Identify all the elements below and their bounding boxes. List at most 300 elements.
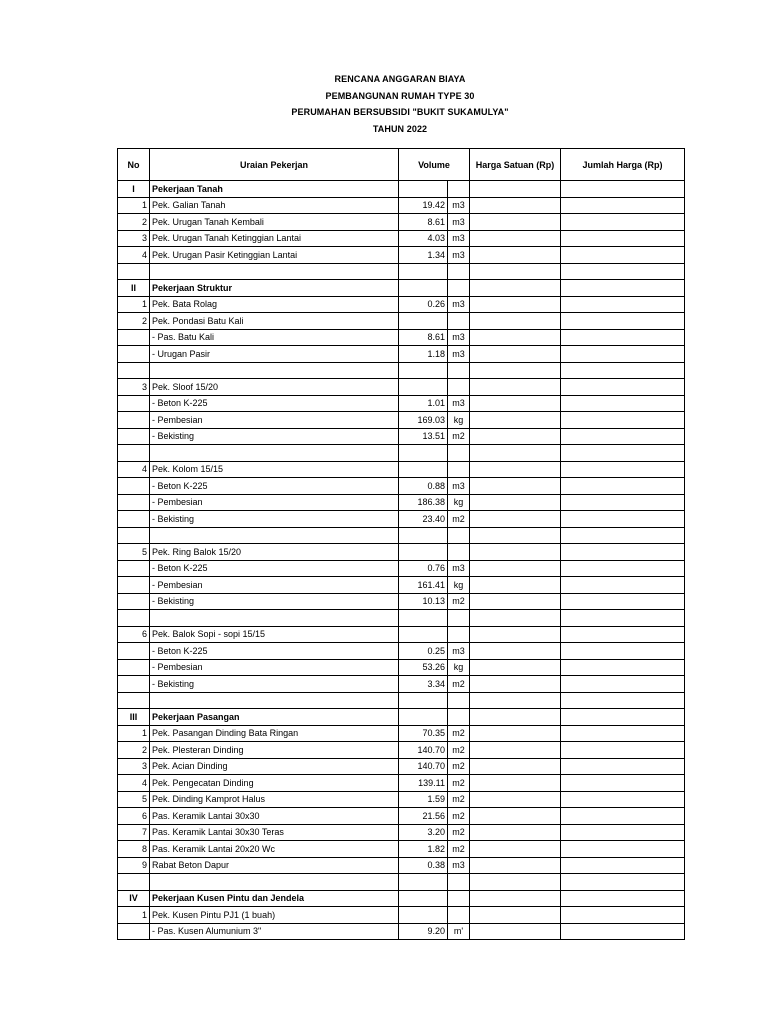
row-unit: m2 <box>448 725 470 742</box>
row-total-price <box>561 296 685 313</box>
row-volume <box>399 874 448 891</box>
row-volume: 0.38 <box>399 857 448 874</box>
row-volume <box>399 379 448 396</box>
row-description: Pek. Kolom 15/15 <box>150 461 399 478</box>
row-description: Pek. Kusen Pintu PJ1 (1 buah) <box>150 907 399 924</box>
table-row <box>118 577 685 594</box>
row-total-price <box>561 923 685 940</box>
row-unit: m3 <box>448 296 470 313</box>
row-volume <box>399 544 448 561</box>
row-number <box>118 478 150 495</box>
table-row <box>118 907 685 924</box>
row-number <box>118 610 150 627</box>
row-total-price <box>561 362 685 379</box>
row-number <box>118 692 150 709</box>
year-line: TAHUN 2022 <box>372 123 428 134</box>
row-total-price <box>561 659 685 676</box>
row-number: 1 <box>118 296 150 313</box>
header-no: No <box>118 149 150 181</box>
row-unit-price <box>470 857 561 874</box>
table-row <box>118 824 685 841</box>
row-total-price <box>561 230 685 247</box>
row-unit-price <box>470 923 561 940</box>
row-unit-price <box>470 824 561 841</box>
row-unit <box>448 379 470 396</box>
row-volume: 139.11 <box>399 775 448 792</box>
row-volume: 140.70 <box>399 758 448 775</box>
row-number: 5 <box>118 544 150 561</box>
row-volume: 3.34 <box>399 676 448 693</box>
table-row <box>118 412 685 429</box>
table-row <box>118 395 685 412</box>
table-row <box>118 461 685 478</box>
row-volume <box>399 313 448 330</box>
row-unit-price <box>470 346 561 363</box>
row-description: - Beton K-225 <box>150 643 399 660</box>
row-total-price <box>561 313 685 330</box>
row-volume: 0.25 <box>399 643 448 660</box>
row-unit <box>448 445 470 462</box>
section-row <box>118 181 685 198</box>
row-total-price <box>561 247 685 264</box>
row-unit-price <box>470 890 561 907</box>
row-number <box>118 676 150 693</box>
row-volume <box>399 626 448 643</box>
row-total-price <box>561 560 685 577</box>
table-row <box>118 511 685 528</box>
row-unit: m2 <box>448 511 470 528</box>
table-row <box>118 593 685 610</box>
table-row <box>118 791 685 808</box>
subtitle-line: PERUMAHAN BERSUBSIDI "BUKIT SUKAMULYA" <box>291 107 509 117</box>
row-description: - Bekisting <box>150 428 399 445</box>
row-volume <box>399 527 448 544</box>
row-total-price <box>561 511 685 528</box>
row-volume: 1.34 <box>399 247 448 264</box>
table-row <box>118 478 685 495</box>
row-total-price <box>561 808 685 825</box>
row-unit: m2 <box>448 808 470 825</box>
row-total-price <box>561 379 685 396</box>
row-total-price <box>561 692 685 709</box>
row-volume: 23.40 <box>399 511 448 528</box>
row-description <box>150 527 399 544</box>
row-description: - Urugan Pasir <box>150 346 399 363</box>
row-description: - Pembesian <box>150 659 399 676</box>
row-unit-price <box>470 775 561 792</box>
row-description: Pek. Sloof 15/20 <box>150 379 399 396</box>
row-total-price <box>561 791 685 808</box>
row-total-price <box>561 494 685 511</box>
row-description: - Bekisting <box>150 676 399 693</box>
section-row <box>118 280 685 297</box>
row-volume: 4.03 <box>399 230 448 247</box>
table-row <box>118 445 685 462</box>
row-unit: m3 <box>448 643 470 660</box>
row-unit: m3 <box>448 560 470 577</box>
row-volume <box>399 709 448 726</box>
row-unit: m2 <box>448 428 470 445</box>
table-row <box>118 775 685 792</box>
row-unit-price <box>470 511 561 528</box>
row-description: - Pas. Batu Kali <box>150 329 399 346</box>
row-unit-price <box>470 494 561 511</box>
row-unit <box>448 907 470 924</box>
row-unit: kg <box>448 577 470 594</box>
row-number: II <box>118 280 150 297</box>
row-unit-price <box>470 379 561 396</box>
header-jumlah-harga: Jumlah Harga (Rp) <box>561 149 685 181</box>
row-volume: 10.13 <box>399 593 448 610</box>
row-description: Pek. Acian Dinding <box>150 758 399 775</box>
row-unit <box>448 313 470 330</box>
row-total-price <box>561 775 685 792</box>
row-number: 3 <box>118 230 150 247</box>
row-unit <box>448 527 470 544</box>
row-unit <box>448 544 470 561</box>
title-line: RENCANA ANGGARAN BIAYA <box>334 74 466 84</box>
row-unit-price <box>470 725 561 742</box>
row-description <box>150 362 399 379</box>
row-unit: m' <box>448 923 470 940</box>
row-number <box>118 445 150 462</box>
row-volume: 53.26 <box>399 659 448 676</box>
table-row <box>118 857 685 874</box>
row-unit-price <box>470 709 561 726</box>
row-volume <box>399 362 448 379</box>
row-volume: 1.01 <box>399 395 448 412</box>
row-unit-price <box>470 445 561 462</box>
row-unit-price <box>470 280 561 297</box>
row-unit-price <box>470 478 561 495</box>
row-number: 4 <box>118 247 150 264</box>
row-number <box>118 923 150 940</box>
table-row <box>118 626 685 643</box>
row-number <box>118 560 150 577</box>
row-description: - Pembesian <box>150 577 399 594</box>
row-description: - Pas. Kusen Alumunium 3" <box>150 923 399 940</box>
header-harga-satuan: Harga Satuan (Rp) <box>470 149 561 181</box>
row-total-price <box>561 577 685 594</box>
table-row <box>118 214 685 231</box>
row-total-price <box>561 445 685 462</box>
row-description: Pas. Keramik Lantai 20x20 Wc <box>150 841 399 858</box>
row-volume: 13.51 <box>399 428 448 445</box>
table-body <box>118 181 685 940</box>
row-unit-price <box>470 247 561 264</box>
row-unit-price <box>470 593 561 610</box>
row-number: 1 <box>118 907 150 924</box>
row-volume: 1.18 <box>399 346 448 363</box>
row-number: 8 <box>118 841 150 858</box>
row-total-price <box>561 610 685 627</box>
row-unit-price <box>470 362 561 379</box>
row-unit: m2 <box>448 758 470 775</box>
row-number: 1 <box>118 725 150 742</box>
row-description: Pek. Urugan Pasir Ketinggian Lantai <box>150 247 399 264</box>
row-total-price <box>561 214 685 231</box>
row-total-price <box>561 874 685 891</box>
row-unit-price <box>470 692 561 709</box>
row-volume: 1.82 <box>399 841 448 858</box>
row-unit <box>448 874 470 891</box>
row-unit-price <box>470 643 561 660</box>
row-volume: 9.20 <box>399 923 448 940</box>
row-volume: 70.35 <box>399 725 448 742</box>
row-unit-price <box>470 544 561 561</box>
row-unit: m2 <box>448 824 470 841</box>
table-row <box>118 659 685 676</box>
table-row <box>118 544 685 561</box>
row-unit-price <box>470 329 561 346</box>
table-row <box>118 346 685 363</box>
row-unit: m3 <box>448 214 470 231</box>
row-description: - Bekisting <box>150 593 399 610</box>
row-unit <box>448 263 470 280</box>
row-unit <box>448 461 470 478</box>
row-unit: m3 <box>448 395 470 412</box>
row-number <box>118 511 150 528</box>
row-total-price <box>561 527 685 544</box>
row-volume <box>399 692 448 709</box>
table-row <box>118 494 685 511</box>
table-row <box>118 808 685 825</box>
table-row <box>118 197 685 214</box>
row-unit-price <box>470 626 561 643</box>
row-number: 5 <box>118 791 150 808</box>
row-unit-price <box>470 461 561 478</box>
row-total-price <box>561 841 685 858</box>
row-unit <box>448 709 470 726</box>
row-total-price <box>561 346 685 363</box>
row-unit: kg <box>448 659 470 676</box>
row-unit-price <box>470 263 561 280</box>
row-unit-price <box>470 412 561 429</box>
row-number <box>118 362 150 379</box>
row-number: 9 <box>118 857 150 874</box>
row-description <box>150 692 399 709</box>
row-description: Pek. Pondasi Batu Kali <box>150 313 399 330</box>
row-unit: m2 <box>448 742 470 759</box>
row-volume: 1.59 <box>399 791 448 808</box>
row-unit: kg <box>448 494 470 511</box>
row-unit-price <box>470 577 561 594</box>
row-unit <box>448 626 470 643</box>
row-volume: 161.41 <box>399 577 448 594</box>
row-number <box>118 527 150 544</box>
row-unit: m2 <box>448 676 470 693</box>
row-number: 1 <box>118 197 150 214</box>
row-number <box>118 659 150 676</box>
row-volume <box>399 263 448 280</box>
row-unit-price <box>470 214 561 231</box>
row-total-price <box>561 181 685 198</box>
row-number: 6 <box>118 808 150 825</box>
row-number: 2 <box>118 214 150 231</box>
table-row <box>118 428 685 445</box>
row-unit-price <box>470 791 561 808</box>
row-description: - Beton K-225 <box>150 560 399 577</box>
row-volume: 0.76 <box>399 560 448 577</box>
row-volume: 0.26 <box>399 296 448 313</box>
row-unit <box>448 610 470 627</box>
row-unit-price <box>470 313 561 330</box>
row-number <box>118 874 150 891</box>
row-unit-price <box>470 907 561 924</box>
row-description: Pek. Balok Sopi - sopi 15/15 <box>150 626 399 643</box>
row-total-price <box>561 478 685 495</box>
row-description: Pas. Keramik Lantai 30x30 <box>150 808 399 825</box>
row-total-price <box>561 263 685 280</box>
row-volume <box>399 890 448 907</box>
row-unit: m3 <box>448 247 470 264</box>
row-number: 3 <box>118 379 150 396</box>
table-row <box>118 923 685 940</box>
row-unit: m3 <box>448 857 470 874</box>
table-row <box>118 527 685 544</box>
row-unit <box>448 362 470 379</box>
row-total-price <box>561 857 685 874</box>
table-row <box>118 313 685 330</box>
table-row <box>118 676 685 693</box>
table-row <box>118 758 685 775</box>
row-unit-price <box>470 230 561 247</box>
table-row <box>118 296 685 313</box>
row-unit-price <box>470 610 561 627</box>
row-unit-price <box>470 874 561 891</box>
row-number: IV <box>118 890 150 907</box>
row-description: Pekerjaan Tanah <box>150 181 399 198</box>
row-unit-price <box>470 197 561 214</box>
table-row <box>118 379 685 396</box>
row-number: 4 <box>118 461 150 478</box>
row-volume: 21.56 <box>399 808 448 825</box>
row-number <box>118 395 150 412</box>
table-row <box>118 841 685 858</box>
row-description: - Beton K-225 <box>150 395 399 412</box>
row-total-price <box>561 280 685 297</box>
row-volume <box>399 445 448 462</box>
row-description: Pek. Bata Rolag <box>150 296 399 313</box>
row-unit: m3 <box>448 478 470 495</box>
row-number <box>118 577 150 594</box>
row-total-price <box>561 709 685 726</box>
row-unit-price <box>470 428 561 445</box>
row-number: 7 <box>118 824 150 841</box>
row-total-price <box>561 676 685 693</box>
row-total-price <box>561 197 685 214</box>
row-total-price <box>561 758 685 775</box>
row-volume: 8.61 <box>399 329 448 346</box>
table-row <box>118 329 685 346</box>
row-description: Pek. Urugan Tanah Kembali <box>150 214 399 231</box>
row-unit: m3 <box>448 329 470 346</box>
row-unit <box>448 280 470 297</box>
row-description: Rabat Beton Dapur <box>150 857 399 874</box>
header-uraian: Uraian Pekerjan <box>150 149 399 181</box>
row-unit: m3 <box>448 197 470 214</box>
row-number <box>118 643 150 660</box>
row-number <box>118 494 150 511</box>
row-number <box>118 428 150 445</box>
row-description: Pek. Pengecatan Dinding <box>150 775 399 792</box>
row-volume <box>399 461 448 478</box>
row-total-price <box>561 907 685 924</box>
row-volume: 8.61 <box>399 214 448 231</box>
table-row <box>118 742 685 759</box>
row-total-price <box>561 544 685 561</box>
row-description: Pekerjaan Pasangan <box>150 709 399 726</box>
row-unit-price <box>470 808 561 825</box>
row-volume <box>399 181 448 198</box>
row-description: Pek. Dinding Kamprot Halus <box>150 791 399 808</box>
row-description: - Bekisting <box>150 511 399 528</box>
row-unit-price <box>470 560 561 577</box>
row-number: 2 <box>118 313 150 330</box>
row-total-price <box>561 395 685 412</box>
row-unit: m2 <box>448 775 470 792</box>
table-row <box>118 692 685 709</box>
row-volume: 3.20 <box>399 824 448 841</box>
row-number: 6 <box>118 626 150 643</box>
row-description: - Beton K-225 <box>150 478 399 495</box>
row-description: Pek. Galian Tanah <box>150 197 399 214</box>
row-unit: m2 <box>448 593 470 610</box>
row-total-price <box>561 742 685 759</box>
row-number: 3 <box>118 758 150 775</box>
row-description: Pekerjaan Struktur <box>150 280 399 297</box>
row-total-price <box>561 626 685 643</box>
row-total-price <box>561 329 685 346</box>
row-unit <box>448 692 470 709</box>
row-number: III <box>118 709 150 726</box>
row-total-price <box>561 725 685 742</box>
row-number <box>118 263 150 280</box>
row-description: Pekerjaan Kusen Pintu dan Jendela <box>150 890 399 907</box>
row-unit: m2 <box>448 791 470 808</box>
row-unit <box>448 890 470 907</box>
row-total-price <box>561 412 685 429</box>
budget-table <box>117 148 685 940</box>
table-row <box>118 362 685 379</box>
row-unit: kg <box>448 412 470 429</box>
row-total-price <box>561 643 685 660</box>
row-total-price <box>561 824 685 841</box>
row-volume: 19.42 <box>399 197 448 214</box>
row-number: 4 <box>118 775 150 792</box>
row-volume: 186.38 <box>399 494 448 511</box>
row-description <box>150 263 399 280</box>
row-number <box>118 593 150 610</box>
section-row <box>118 709 685 726</box>
row-number: 2 <box>118 742 150 759</box>
row-unit-price <box>470 181 561 198</box>
row-description <box>150 610 399 627</box>
row-description: Pek. Plesteran Dinding <box>150 742 399 759</box>
row-unit: m2 <box>448 841 470 858</box>
row-number <box>118 346 150 363</box>
row-volume <box>399 610 448 627</box>
row-unit-price <box>470 676 561 693</box>
row-description: Pek. Urugan Tanah Ketinggian Lantai <box>150 230 399 247</box>
row-total-price <box>561 428 685 445</box>
table-header-row <box>118 149 685 181</box>
table-row <box>118 230 685 247</box>
row-description: - Pembesian <box>150 412 399 429</box>
row-total-price <box>561 890 685 907</box>
row-volume <box>399 907 448 924</box>
subtitle-line: PEMBANGUNAN RUMAH TYPE 30 <box>325 90 475 101</box>
